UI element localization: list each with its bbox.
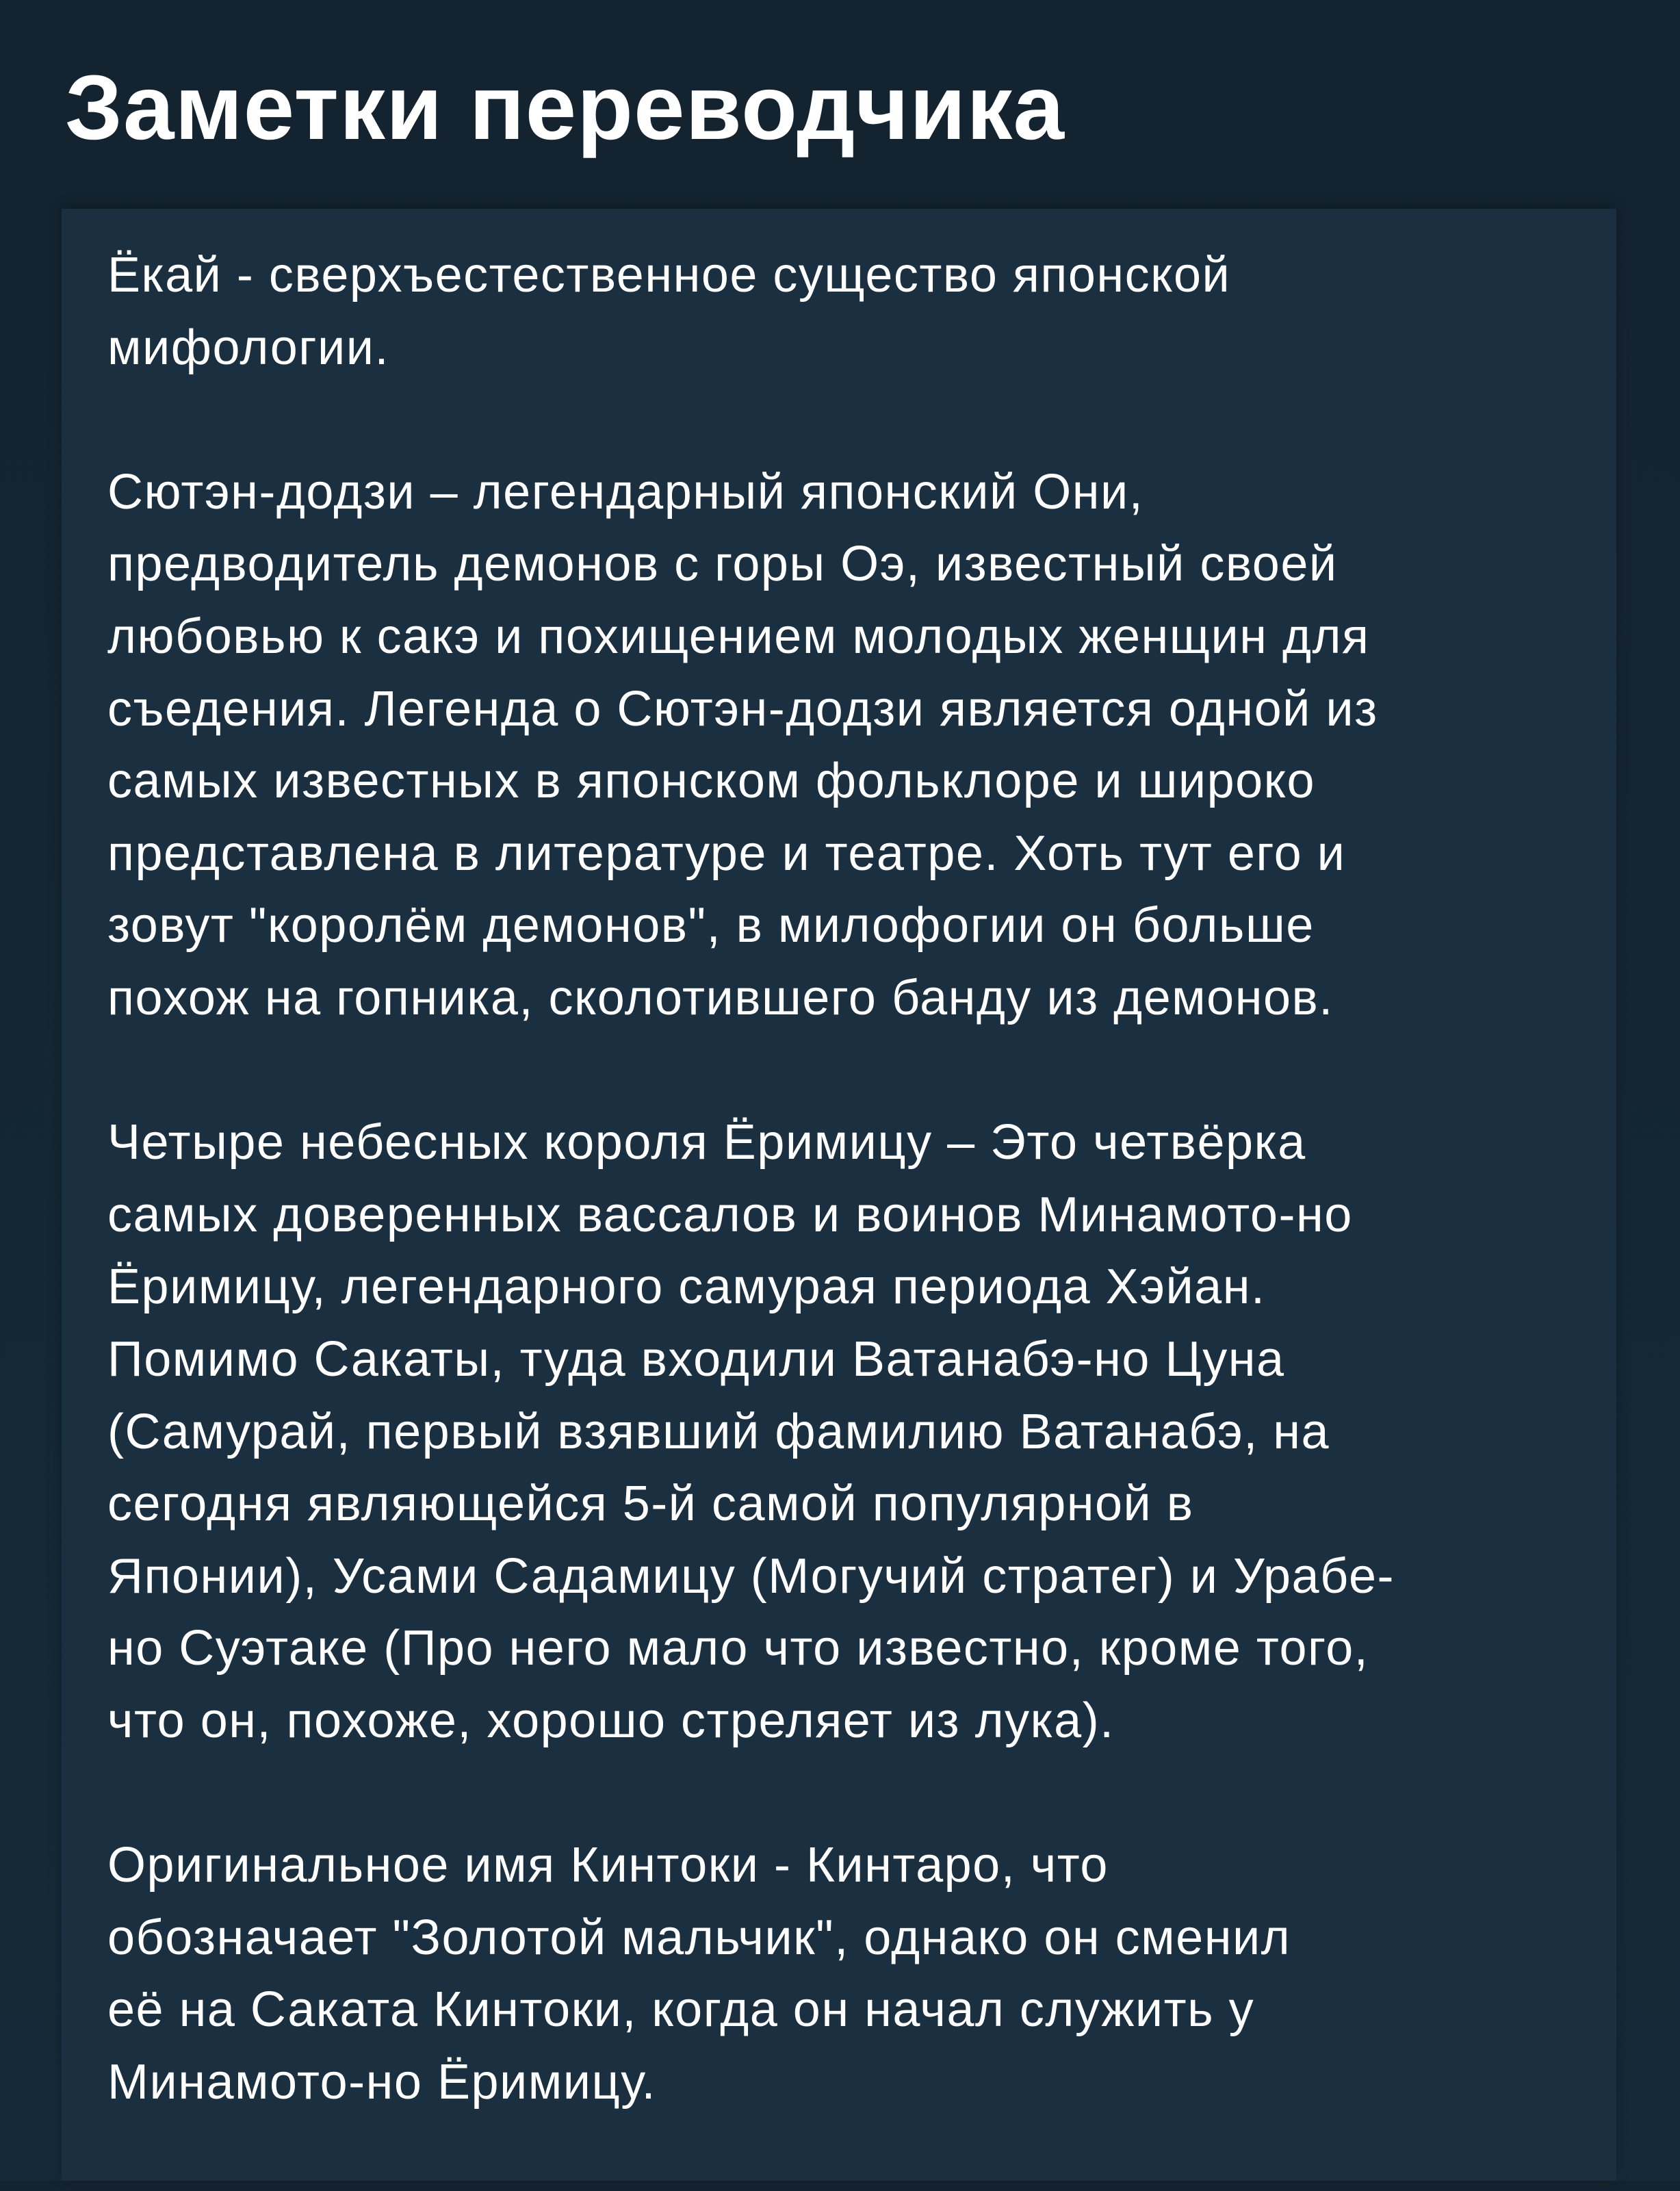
note-line: сегодня являющейся 5-й самой популярной в <box>107 1476 1194 1532</box>
note-line: самых доверенных вассалов и воинов Минамото-но <box>107 1187 1353 1242</box>
note-line: её на Саката Кинтоки, когда он начал служить у <box>107 1982 1255 2038</box>
notes-body <box>107 240 1395 2191</box>
note-line: что он, похоже, хорошо стреляет из лука). <box>107 1693 1115 1748</box>
note-line: Ёримицу, легендарного самурая периода Хэйан. <box>107 1259 1266 1315</box>
note-line: любовью к сакэ и похищением молодых женщин для <box>107 608 1370 664</box>
note-line: предводитель демонов с горы Оэ, известный своей <box>107 537 1338 592</box>
note-line: мифологии. <box>107 320 389 375</box>
note-line: представлена в литературе и театре. Хоть тут его и <box>107 825 1346 881</box>
note-line: Минамото-но Ёримицу. <box>107 2054 657 2110</box>
note-paragraph <box>107 457 1395 1035</box>
note-line: зовут "королём демонов", в милофогии он больше <box>107 898 1315 953</box>
note-line: Оригинальное имя Кинтоки - Кинтаро, что <box>107 1838 1109 1893</box>
note-paragraph <box>107 1107 1395 1757</box>
note-line: самых известных в японском фольклоре и широко <box>107 754 1316 809</box>
note-line: обозначает "Золотой мальчик", однако он сменил <box>107 1910 1291 1965</box>
note-line: Ёкай - сверхъестественное существо японской <box>107 248 1231 303</box>
note-line: похож на гопника, сколотившего банду из демонов. <box>107 970 1334 1025</box>
note-paragraph <box>107 240 1395 384</box>
note-line: Помимо Сакаты, туда входили Ватанабэ-но Цуна <box>107 1331 1285 1387</box>
note-paragraph <box>107 1830 1395 2118</box>
note-line: Сютэн-додзи – легендарный японский Они, <box>107 464 1144 520</box>
page-title: Заметки переводчика <box>65 57 1065 159</box>
note-line: Японии), Усами Садамицу (Могучий стратег) и Урабе- <box>107 1548 1395 1604</box>
note-line: Четыре небесных короля Ёримицу – Это четвёрка <box>107 1115 1306 1170</box>
note-line: (Самурай, первый взявший фамилию Ватанабэ, на <box>107 1404 1330 1459</box>
note-line: съедения. Легенда о Сютэн-додзи является одной из <box>107 681 1378 736</box>
note-line: но Суэтаке (Про него мало что известно, кроме того, <box>107 1621 1369 1676</box>
